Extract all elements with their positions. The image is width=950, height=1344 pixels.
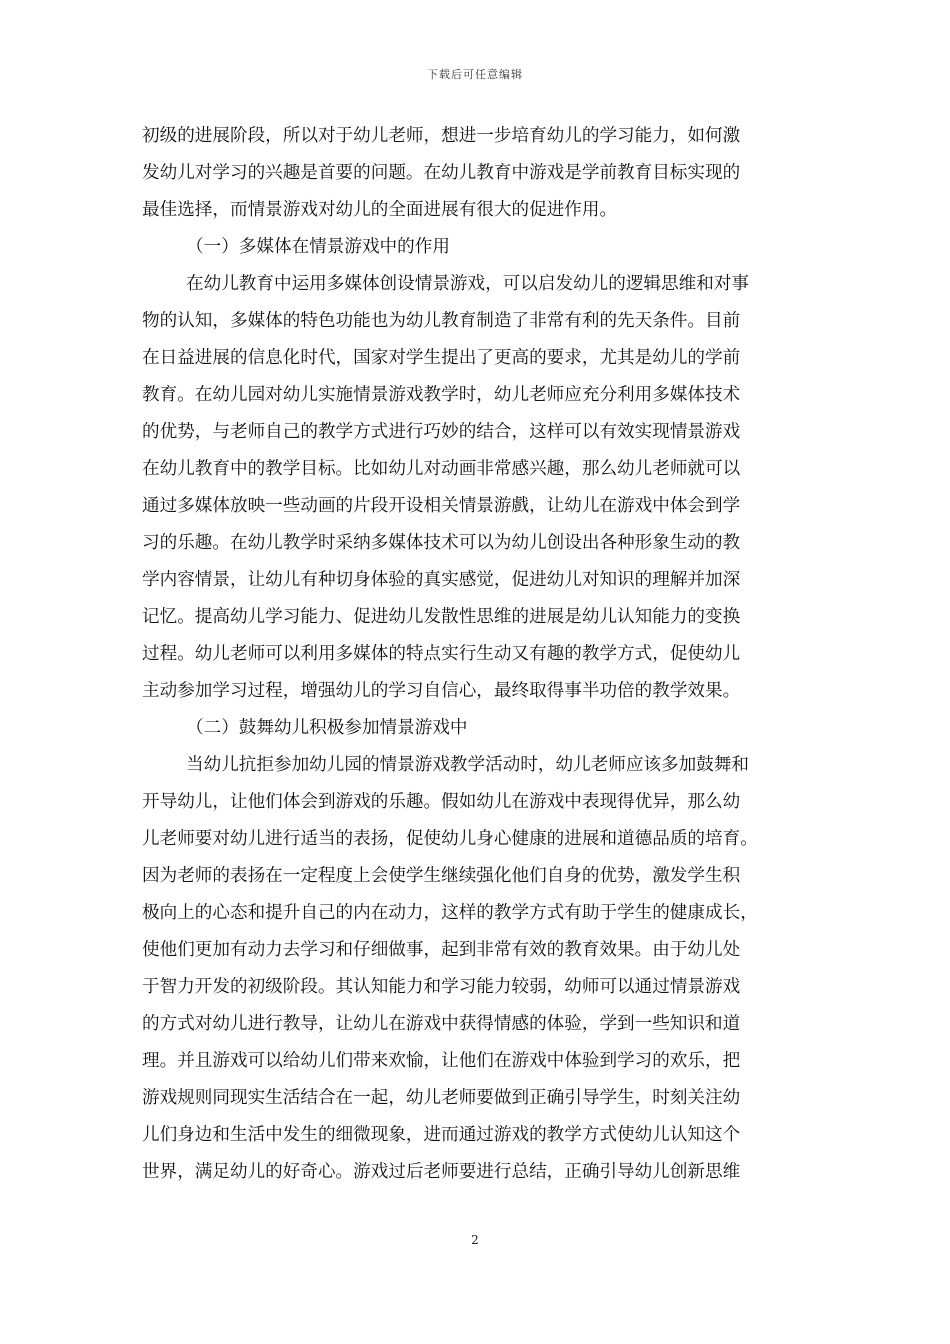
text-line: 记忆。提高幼儿学习能力、促进幼儿发散性思维的进展是幼儿认知能力的变换 — [142, 607, 741, 627]
text-line: 儿们身边和生活中发生的细微现象，进而通过游戏的教学方式使幼儿认知这个 — [142, 1125, 741, 1145]
text-line: 物的认知，多媒体的特色功能也为幼儿教育制造了非常有利的先天条件。目前 — [142, 311, 741, 331]
text-line: 的优势，与老师自己的教学方式进行巧妙的结合，这样可以有效实现情景游戏 — [142, 422, 741, 442]
document-body — [142, 118, 812, 1191]
text-line: 开导幼儿，让他们体会到游戏的乐趣。假如幼儿在游戏中表现得优异，那么幼 — [142, 792, 741, 812]
text-line: 在幼儿教育中运用多媒体创设情景游戏，可以启发幼儿的逻辑思维和对事 — [186, 274, 750, 294]
text-line: 过程。幼儿老师可以利用多媒体的特点实行生动又有趣的教学方式，促使幼儿 — [142, 644, 741, 664]
text-line: 极向上的心态和提升自己的内在动力，这样的教学方式有助于学生的健康成长， — [142, 903, 758, 923]
text-line: 在幼儿教育中的教学目标。比如幼儿对动画非常感兴趣，那么幼儿老师就可以 — [142, 459, 741, 479]
text-line: 使他们更加有动力去学习和仔细做事，起到非常有效的教育效果。由于幼儿处 — [142, 940, 741, 960]
text-line: 学内容情景，让幼儿有种切身体验的真实感觉，促进幼儿对知识的理解并加深 — [142, 570, 741, 590]
text-line: （二）鼓舞幼儿积极参加情景游戏中 — [186, 718, 468, 738]
text-line: 游戏规则同现实生活结合在一起，幼儿老师要做到正确引导学生，时刻关注幼 — [142, 1088, 741, 1108]
text-line: 的方式对幼儿进行教导，让幼儿在游戏中获得情感的体验，学到一些知识和道 — [142, 1014, 741, 1034]
text-line: 通过多媒体放映一些动画的片段开设相关情景游戲，让幼儿在游戏中体会到学 — [142, 496, 741, 516]
page-number: 2 — [471, 1233, 479, 1247]
text-line: 理。并且游戏可以给幼儿们带来欢愉，让他们在游戏中体验到学习的欢乐，把 — [142, 1051, 741, 1071]
text-line: 在日益进展的信息化时代，国家对学生提出了更高的要求，尤其是幼儿的学前 — [142, 348, 741, 368]
text-line: 当幼儿抗拒参加幼儿园的情景游戏教学活动时，幼儿老师应该多加鼓舞和 — [186, 755, 750, 775]
text-line: 因为老师的表扬在一定程度上会使学生继续强化他们自身的优势，激发学生积 — [142, 866, 741, 886]
text-line: 初级的进展阶段，所以对于幼儿老师，想进一步培育幼儿的学习能力，如何激 — [142, 126, 741, 146]
text-line: 最佳选择，而情景游戏对幼儿的全面进展有很大的促进作用。 — [142, 200, 618, 220]
text-line: 习的乐趣。在幼儿教学时采纳多媒体技术可以为幼儿创设出各种形象生动的教 — [142, 533, 741, 553]
text-line: （一）多媒体在情景游戏中的作用 — [186, 237, 450, 257]
text-line: 世界，满足幼儿的好奇心。游戏过后老师要进行总结，正确引导幼儿创新思维 — [142, 1162, 741, 1182]
text-line: 教育。在幼儿园对幼儿实施情景游戏教学时，幼儿老师应充分利用多媒体技术 — [142, 385, 741, 405]
page-header: 下载后可任意编辑 — [427, 68, 523, 81]
text-line: 发幼儿对学习的兴趣是首要的问题。在幼儿教育中游戏是学前教育目标实现的 — [142, 163, 741, 183]
text-line: 主动参加学习过程，增强幼儿的学习自信心，最终取得事半功倍的教学效果。 — [142, 681, 741, 701]
text-line: 儿老师要对幼儿进行适当的表扬，促使幼儿身心健康的进展和道德品质的培育。 — [142, 829, 758, 849]
text-line: 于智力开发的初级阶段。其认知能力和学习能力较弱，幼师可以通过情景游戏 — [142, 977, 741, 997]
